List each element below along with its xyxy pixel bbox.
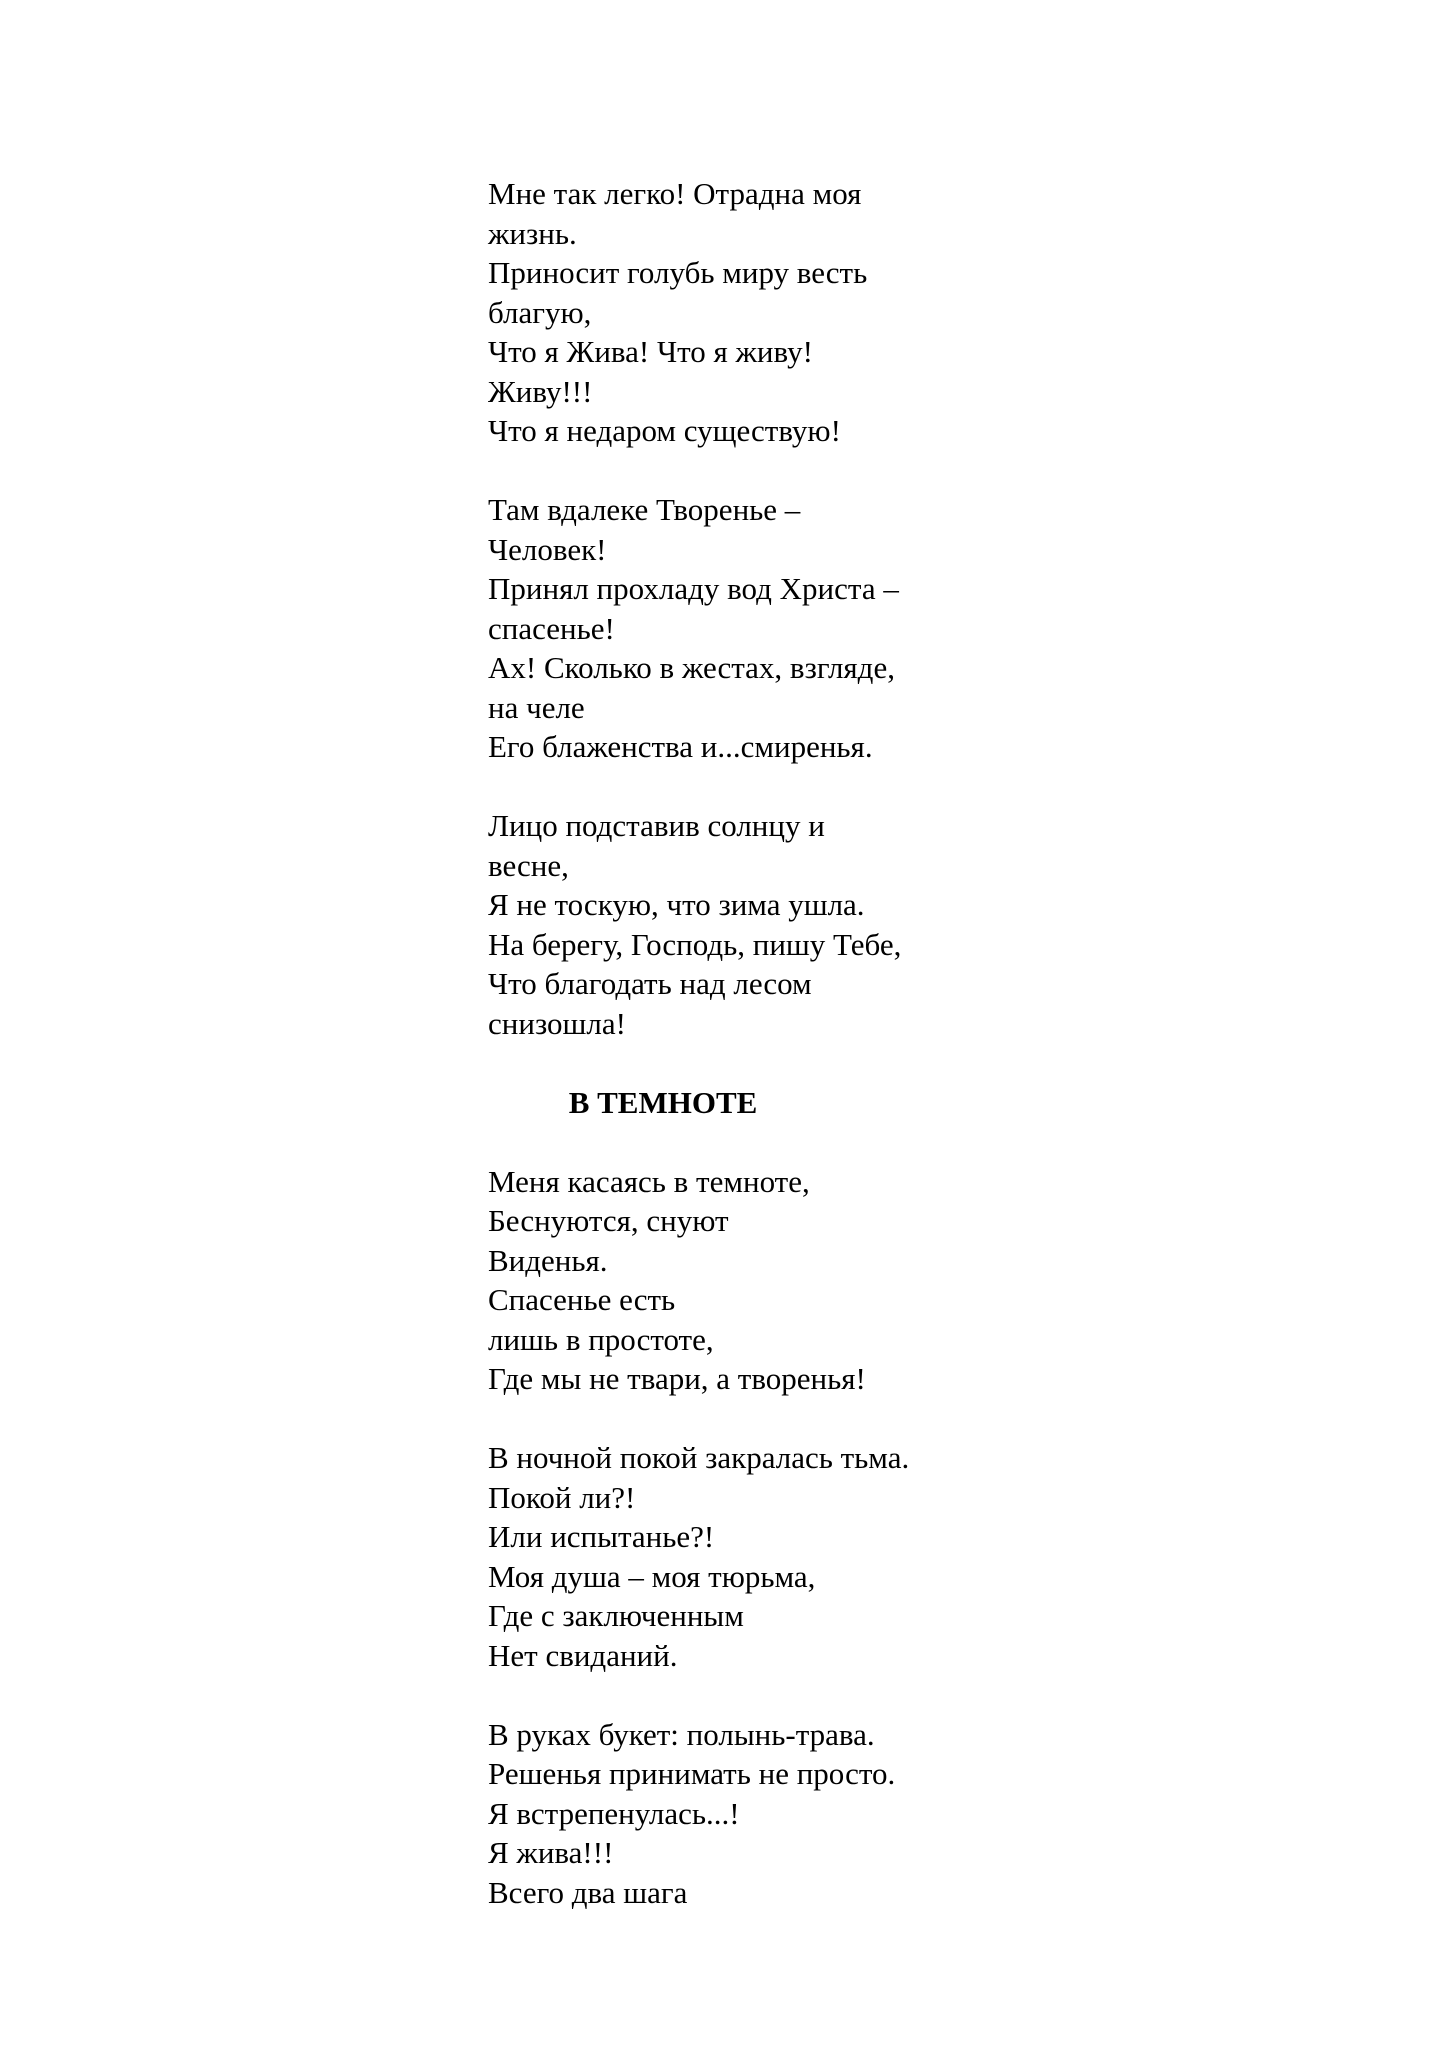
poem-line: В ночной покой закралась тьма. [488, 1440, 910, 1475]
poem-line: Я встрепенулась...! [488, 1795, 740, 1831]
poem-line: Решенья принимать не просто. [488, 1756, 896, 1791]
poem1-stanza-1 [488, 174, 1008, 451]
poem-line: Что я Жива! Что я живу! [488, 334, 813, 369]
poem-line: Приносит голубь миру весть [488, 255, 868, 290]
poem-line: Беснуются, снуют [488, 1203, 729, 1238]
poem-line: Мне так легко! Отрадна моя [488, 176, 862, 211]
poem-line: Ах! Сколько в жестах, взгляде, [488, 650, 895, 685]
poem-line: На берегу, Господь, пишу Тебе, [488, 926, 902, 962]
poem-line: Или испытанье?! [488, 1519, 715, 1554]
poem-line: Живу!!! [488, 373, 593, 409]
poem-line: благую, [488, 294, 592, 330]
poem-line: В руках букет: полынь-трава. [488, 1716, 875, 1752]
poem-line: на челе [488, 689, 585, 725]
poem1-stanza-2 [488, 490, 1008, 767]
poem-line: Покой ли?! [488, 1479, 636, 1515]
poem-line: Там вдалеке Творенье – [488, 492, 801, 527]
poem-line: Нет свиданий. [488, 1637, 678, 1673]
poem-title: В ТЕМНОТЕ [568, 1084, 758, 1120]
poem-line: Что я недаром существую! [488, 413, 841, 448]
poem2-stanza-1 [488, 1162, 1008, 1399]
poem-line: весне, [488, 847, 569, 883]
poem-line: Виденья. [488, 1242, 608, 1278]
poem1-stanza-3 [488, 806, 1008, 1043]
poem2-stanza-2 [488, 1438, 1008, 1675]
poem-line: Лицо подставив солнцу и [488, 808, 825, 843]
poem-line: Принял прохладу вод Христа – [488, 571, 899, 606]
poem-line: Моя душа – моя тюрьма, [488, 1558, 816, 1594]
poem-line: Всего два шага [488, 1874, 688, 1910]
poem-text-column [488, 174, 1008, 1912]
poem-line: Где с заключенным [488, 1598, 744, 1633]
poem-line: лишь в простоте, [488, 1321, 714, 1357]
poem-line: снизошла! [488, 1005, 626, 1041]
poem-line: Что благодать над лесом [488, 966, 812, 1001]
poem-line: Спасенье есть [488, 1282, 676, 1317]
poem-line: Его блаженства и...смиренья. [488, 729, 873, 764]
poem-line: Меня касаясь в темноте, [488, 1163, 810, 1199]
poem-line: Человек! [488, 531, 607, 567]
poem-line: жизнь. [488, 215, 577, 251]
poem-line: Я жива!!! [488, 1835, 614, 1870]
poem-line: Я не тоскую, что зима ушла. [488, 887, 865, 922]
poem2-stanza-3 [488, 1715, 1008, 1913]
poem-line: Где мы не твари, а творенья! [488, 1361, 866, 1396]
poem-line: спасенье! [488, 610, 615, 646]
